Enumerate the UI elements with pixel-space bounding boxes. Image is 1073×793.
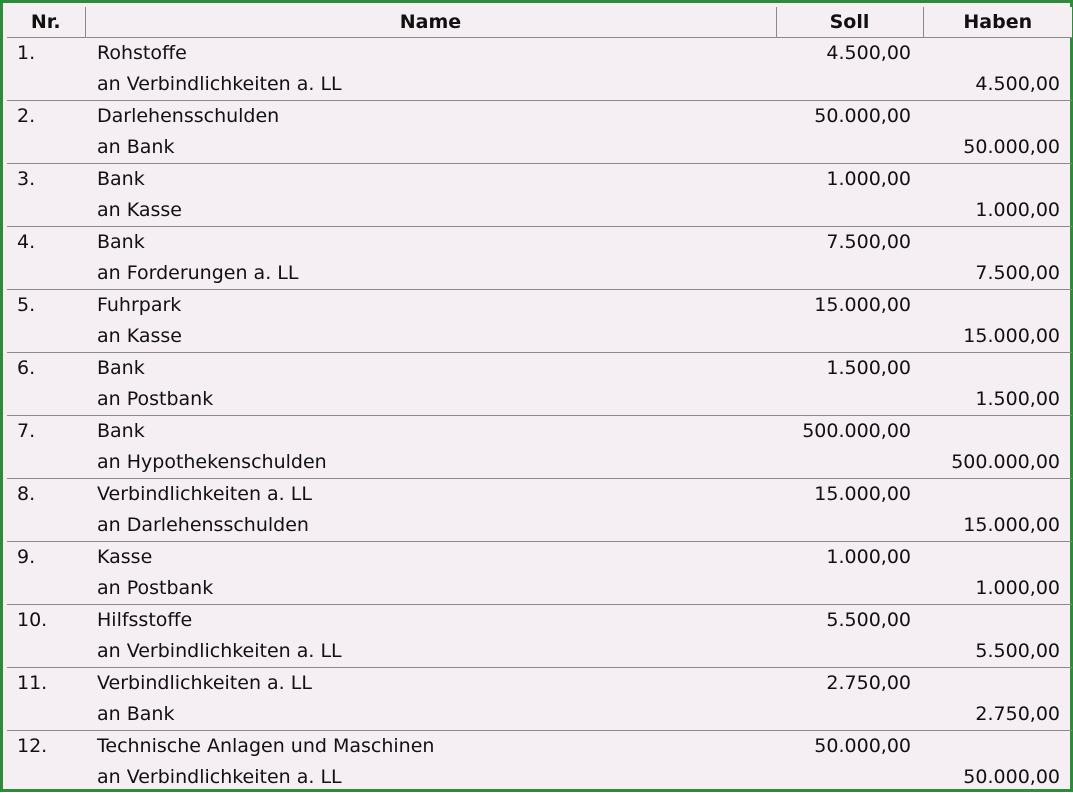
soll-amount: 50.000,00 <box>776 101 923 133</box>
credit-account: an Darlehensschulden <box>85 510 776 542</box>
nr-empty-cell <box>7 636 85 668</box>
haben-amount: 500.000,00 <box>923 447 1072 479</box>
soll-amount: 5.500,00 <box>776 605 923 637</box>
credit-account: an Hypothekenschulden <box>85 447 776 479</box>
nr-empty-cell <box>7 699 85 731</box>
table-body <box>7 38 1072 793</box>
table-row <box>7 353 1072 385</box>
haben-amount: 4.500,00 <box>923 69 1072 101</box>
header-nr: Nr. <box>7 7 85 38</box>
credit-account: an Verbindlichkeiten a. LL <box>85 69 776 101</box>
debit-account: Hilfsstoffe <box>85 605 776 637</box>
soll-amount: 4.500,00 <box>776 38 923 70</box>
haben-amount: 5.500,00 <box>923 636 1072 668</box>
soll-empty-cell <box>776 447 923 479</box>
header-row <box>7 7 1072 38</box>
debit-account: Bank <box>85 353 776 385</box>
debit-account: Fuhrpark <box>85 290 776 322</box>
credit-account: an Bank <box>85 699 776 731</box>
table-row <box>7 636 1072 668</box>
table-row <box>7 195 1072 227</box>
soll-amount: 1.000,00 <box>776 542 923 574</box>
nr-empty-cell <box>7 573 85 605</box>
entry-number: 1. <box>7 38 85 70</box>
table-row <box>7 38 1072 70</box>
haben-empty-cell <box>923 542 1072 574</box>
table-row <box>7 132 1072 164</box>
haben-amount: 50.000,00 <box>923 762 1072 793</box>
nr-empty-cell <box>7 384 85 416</box>
table-row <box>7 699 1072 731</box>
credit-account: an Postbank <box>85 384 776 416</box>
entry-number: 4. <box>7 227 85 259</box>
soll-empty-cell <box>776 384 923 416</box>
haben-amount: 50.000,00 <box>923 132 1072 164</box>
haben-empty-cell <box>923 353 1072 385</box>
haben-empty-cell <box>923 605 1072 637</box>
nr-empty-cell <box>7 447 85 479</box>
haben-empty-cell <box>923 38 1072 70</box>
entry-number: 2. <box>7 101 85 133</box>
entry-number: 9. <box>7 542 85 574</box>
haben-amount: 15.000,00 <box>923 510 1072 542</box>
soll-empty-cell <box>776 699 923 731</box>
table-row <box>7 542 1072 574</box>
table-row <box>7 510 1072 542</box>
haben-empty-cell <box>923 101 1072 133</box>
table-row <box>7 731 1072 763</box>
header-haben: Haben <box>923 7 1072 38</box>
debit-account: Bank <box>85 227 776 259</box>
table-row <box>7 69 1072 101</box>
header-soll: Soll <box>776 7 923 38</box>
haben-amount: 1.000,00 <box>923 195 1072 227</box>
entry-number: 11. <box>7 668 85 700</box>
entry-number: 6. <box>7 353 85 385</box>
table-row <box>7 321 1072 353</box>
nr-empty-cell <box>7 132 85 164</box>
debit-account: Verbindlichkeiten a. LL <box>85 479 776 511</box>
table-row <box>7 447 1072 479</box>
debit-account: Kasse <box>85 542 776 574</box>
nr-empty-cell <box>7 195 85 227</box>
table-row <box>7 227 1072 259</box>
table-row <box>7 479 1072 511</box>
entry-number: 3. <box>7 164 85 196</box>
debit-account: Verbindlichkeiten a. LL <box>85 668 776 700</box>
nr-empty-cell <box>7 321 85 353</box>
entry-number: 10. <box>7 605 85 637</box>
soll-empty-cell <box>776 762 923 793</box>
haben-empty-cell <box>923 164 1072 196</box>
entry-number: 12. <box>7 731 85 763</box>
haben-empty-cell <box>923 668 1072 700</box>
debit-account: Technische Anlagen und Maschinen <box>85 731 776 763</box>
header-name: Name <box>85 7 776 38</box>
soll-empty-cell <box>776 69 923 101</box>
table-row <box>7 762 1072 793</box>
haben-empty-cell <box>923 731 1072 763</box>
table-row <box>7 101 1072 133</box>
soll-empty-cell <box>776 258 923 290</box>
soll-empty-cell <box>776 132 923 164</box>
table-row <box>7 290 1072 322</box>
credit-account: an Kasse <box>85 321 776 353</box>
haben-amount: 7.500,00 <box>923 258 1072 290</box>
soll-amount: 7.500,00 <box>776 227 923 259</box>
debit-account: Bank <box>85 416 776 448</box>
booking-journal-table <box>7 7 1072 793</box>
haben-empty-cell <box>923 227 1072 259</box>
table-row <box>7 164 1072 196</box>
haben-amount: 15.000,00 <box>923 321 1072 353</box>
soll-empty-cell <box>776 321 923 353</box>
credit-account: an Verbindlichkeiten a. LL <box>85 762 776 793</box>
entry-number: 8. <box>7 479 85 511</box>
debit-account: Darlehensschulden <box>85 101 776 133</box>
haben-amount: 1.000,00 <box>923 573 1072 605</box>
credit-account: an Bank <box>85 132 776 164</box>
soll-amount: 1.000,00 <box>776 164 923 196</box>
table-row <box>7 258 1072 290</box>
haben-amount: 1.500,00 <box>923 384 1072 416</box>
table-row <box>7 384 1072 416</box>
soll-amount: 50.000,00 <box>776 731 923 763</box>
debit-account: Bank <box>85 164 776 196</box>
nr-empty-cell <box>7 510 85 542</box>
soll-amount: 2.750,00 <box>776 668 923 700</box>
entry-number: 5. <box>7 290 85 322</box>
soll-amount: 15.000,00 <box>776 479 923 511</box>
credit-account: an Verbindlichkeiten a. LL <box>85 636 776 668</box>
entry-number: 7. <box>7 416 85 448</box>
soll-amount: 15.000,00 <box>776 290 923 322</box>
table-row <box>7 416 1072 448</box>
credit-account: an Postbank <box>85 573 776 605</box>
haben-empty-cell <box>923 416 1072 448</box>
soll-amount: 500.000,00 <box>776 416 923 448</box>
nr-empty-cell <box>7 258 85 290</box>
haben-empty-cell <box>923 479 1072 511</box>
haben-amount: 2.750,00 <box>923 699 1072 731</box>
table-row <box>7 573 1072 605</box>
nr-empty-cell <box>7 69 85 101</box>
soll-empty-cell <box>776 636 923 668</box>
soll-empty-cell <box>776 510 923 542</box>
soll-amount: 1.500,00 <box>776 353 923 385</box>
haben-empty-cell <box>923 290 1072 322</box>
table-header <box>7 7 1072 38</box>
table-row <box>7 668 1072 700</box>
credit-account: an Kasse <box>85 195 776 227</box>
soll-empty-cell <box>776 195 923 227</box>
table-row <box>7 605 1072 637</box>
debit-account: Rohstoffe <box>85 38 776 70</box>
soll-empty-cell <box>776 573 923 605</box>
credit-account: an Forderungen a. LL <box>85 258 776 290</box>
nr-empty-cell <box>7 762 85 793</box>
